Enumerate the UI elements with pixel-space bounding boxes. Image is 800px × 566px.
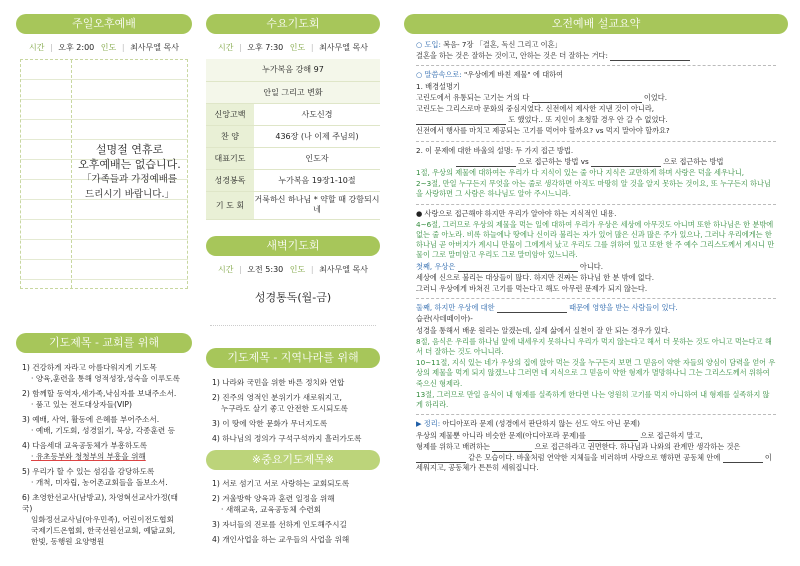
para: 아니다. — [579, 261, 604, 271]
prayer-item-detail: 임화정선교사님(아우민족), 어린이전도협회 — [31, 515, 174, 524]
prayer-item — [22, 492, 186, 547]
divider — [416, 65, 776, 66]
sermon-summary — [404, 40, 788, 473]
order-label: 성경봉독 — [206, 169, 254, 191]
prayer-item-title: 4) 개인사업을 하는 교우들의 사업을 위해 — [212, 534, 350, 544]
lead-value: 최사무엘 목사 — [319, 43, 368, 52]
afternoon-meta: 시간 | 오후 2:00 인도 | 최사무엘 목사 — [29, 43, 179, 52]
dawn-meta: 시간 | 오전 5:30 인도 | 최사무엘 목사 — [218, 264, 368, 274]
prayer-item — [22, 388, 186, 410]
wednesday-order-table — [206, 59, 380, 220]
para: 으로 접근하는 방법 vs — [518, 156, 589, 166]
verse: 8절, 음식은 우리를 하나님 앞에 내세우지 못하나니 우리가 먹지 않는다고 해서 더 못하는 것도 아니고 먹는다고 해서 더 잘하는 것도 아니니라. — [416, 336, 772, 357]
para: 세상에 신으로 불리는 대상들이 많다. 하지만 진짜는 하나님 한 분 밖에 없다. — [416, 272, 654, 282]
note-area — [71, 60, 187, 288]
sermon-series: 누가복음 강해 97 — [206, 59, 380, 81]
verse: 10~11절, 지식 있는 네가 우상의 집에 앉아 먹는 것을 누구든지 보면 그 믿음이 약한 자들의 양심이 담력을 얻어 우상의 제물을 먹게 되지 않겠느냐 그러면 네 지식으로 그 믿음이 약한 형제가 멸망하나니 그는 그리스도께서 위하여 죽으신 형제라. — [416, 358, 776, 388]
order-row — [206, 191, 380, 219]
prayer-item — [212, 433, 374, 444]
para: 신전에서 행사를 마치고 제공되는 고기를 먹어야 할까요? vs 먹지 말아야 할까요? — [416, 126, 670, 136]
prayer-item-title: 1) 건강하게 자라고 아름다워지게 기도목 — [22, 363, 157, 372]
para: 형제를 위하고 배려하는 — [416, 441, 491, 451]
prayer-item-detail: · 새해교육, 교육공동체 수련회 — [221, 504, 322, 514]
prayer-item-detail: · 품고 있는 전도대상자들(VIP) — [31, 400, 132, 409]
prayer-church-list — [16, 362, 192, 547]
prayer-item-title: 4) 다음세대 교육공동체가 부흥하도록 — [22, 441, 148, 450]
prayer-nation-list — [206, 377, 380, 444]
wednesday-banner: 수요기도회 — [206, 14, 380, 34]
prayer-item-detail: · 예배, 기도회, 성경읽기, 묵상, 각종훈련 등 — [31, 426, 175, 435]
order-value: 인도자 — [254, 147, 380, 169]
prayer-item-title: 4) 하나님의 정의가 구석구석까지 흘러가도록 — [212, 433, 362, 443]
prayer-item-title: 5) 우리가 할 수 있는 섬김을 감당하도록 — [22, 467, 155, 476]
order-row — [206, 125, 380, 147]
right-column — [404, 14, 788, 474]
intro-text: 복음- 7장 「결혼, 독신 그리고 이혼」 — [443, 40, 562, 49]
lead-value: 최사무엘 목사 — [319, 264, 368, 274]
prayer-item-detail: 한빛, 동행원 요양병원 — [31, 537, 105, 546]
para: 성경을 통해서 배운 원리는 알겠는데, 실제 삶에서 실천이 잘 안 되는 경우가 있다. — [416, 325, 671, 335]
time-value: 오후 7:30 — [247, 43, 284, 52]
fill-blank — [456, 159, 516, 167]
time-label: 시간 — [218, 43, 234, 52]
para: 그러니 우상에게 바쳐진 고기를 먹는다고 해도 아무런 문제가 되지 않는다. — [416, 284, 648, 294]
time-label: 시간 — [218, 264, 234, 274]
prayer-item — [22, 440, 186, 462]
para: 습관(사데떼이아)- — [416, 314, 473, 324]
order-row — [206, 169, 380, 191]
order-label: 신앙고백 — [206, 103, 254, 125]
time-value: 오전 5:30 — [247, 264, 284, 274]
fill-blank — [723, 455, 763, 463]
sermon-banner: 오전예배 설교요약 — [404, 14, 788, 34]
order-label: 찬 양 — [206, 125, 254, 147]
prayer-item-title: 2) 함께할 동역자,새가족,낙심자를 보내주소서. — [22, 389, 177, 398]
lead-label: 인도 — [100, 43, 117, 52]
divider — [416, 298, 776, 299]
divider — [416, 141, 776, 142]
notice-line: 설명절 연휴로 — [95, 143, 164, 156]
fill-blank — [458, 264, 578, 272]
prayer-item-detail: · 개척, 미자립, 농어촌교회들을 돌보소서. — [31, 478, 168, 487]
dawn-text: 성경통독(월-금) — [254, 290, 332, 304]
para: 이었다. — [643, 92, 668, 102]
prayer-item — [212, 418, 374, 429]
verse: 2~3절, 만일 누구든지 무엇을 아는 줄로 생각하면 아직도 마땅히 알 것을 알지 못하는 것이요, 또 누구든지 하나님을 사랑하면 그 사람은 하나님도 알아 주시느니라. — [416, 179, 771, 199]
para: 고린도에서 유통되는 고기는 거의 다 — [416, 92, 530, 102]
prayer-item — [212, 493, 374, 515]
prayer-item-detail: 국제기드온협회, 한국선원선교회, 예닮교회, — [31, 526, 176, 535]
time-value: 오후 2:00 — [58, 43, 95, 52]
main-label: ○ 말씀속으로: — [416, 70, 462, 80]
prayer-important-banner: ※중요기도제목※ — [206, 450, 380, 470]
prayer-item — [212, 534, 374, 545]
order-row — [206, 103, 380, 125]
fill-blank — [591, 159, 661, 167]
second-label: 둘째, 하지만 우상에 대한 — [416, 303, 495, 313]
para: 고린도는 그리스로마 문화의 중심지였다. 신전에서 제사한 지낸 것이 아니라, — [416, 104, 655, 114]
fill-blank — [610, 53, 690, 61]
fill-blank — [416, 455, 466, 463]
prayer-item-title: 3) 자녀들의 진로를 선하게 인도해주시길 — [212, 519, 347, 529]
para: 같은 모습이다. 바울처럼 연약한 지체들을 비러하며 사랑으로 행하면 공동체 안에 — [468, 452, 721, 462]
conclusion-label: ▶ 정리: — [416, 419, 441, 429]
verse: 13절, 그러므로 만일 음식이 내 형제를 실족하게 한다면 나는 영원히 고기를 먹지 아니하여 내 형제를 실족하지 않게 하리라. — [416, 389, 770, 410]
para: 으로 접근하는 방법 — [663, 156, 724, 166]
divider — [210, 325, 376, 326]
order-label: 기 도 회 — [206, 191, 254, 219]
fill-blank — [492, 444, 532, 452]
lead-label: 인도 — [289, 43, 306, 52]
intro-label: ○ 도입: — [416, 40, 441, 49]
time-label: 시간 — [29, 43, 45, 52]
notice-line: 오후예배는 없습니다. — [78, 158, 181, 171]
notice-line: 「가족들과 가정예배를 — [81, 174, 178, 185]
prayer-item-detail: · 양육,훈련을 통해 영적성장,성숙을 이루도록 — [31, 374, 180, 383]
fill-blank — [497, 305, 567, 313]
holiday-notice — [72, 142, 187, 202]
para: 이 세워지고, 공동체가 튼튼히 세워집니다. — [416, 452, 772, 473]
prayer-item — [22, 362, 186, 384]
middle-column — [206, 14, 380, 549]
prayer-item-detail: 누구라도 살기 좋고 안전한 도시되도록 — [221, 403, 349, 413]
fill-blank — [532, 95, 642, 103]
fill-blank — [416, 117, 506, 125]
para: 으로 접근하라고 권면한다. 하나님과 나와의 관계만 생각하는 것은 — [534, 441, 741, 451]
notice-line: 드리시기 바랍니다.」 — [85, 189, 174, 200]
para: 도 했었다.. 또 지인이 초청할 경우 안 갈 수 없었다. — [508, 115, 668, 125]
order-value: 사도신경 — [254, 103, 380, 125]
afternoon-service-banner: 주일오후예배 — [16, 14, 192, 34]
prayer-church-banner: 기도제목 - 교회를 위해 — [16, 333, 192, 353]
question-2: 2. 이 문제에 대한 바울의 설명: 두 가지 접근 방법. — [416, 145, 574, 155]
verse: 1절, 우상의 제물에 대하여는 우리가 다 지식이 있는 줄 아나 지식은 교만하게 하며 사랑은 덕을 세우나니, — [416, 168, 745, 178]
prayer-nation-banner: 기도제목 - 지역나라를 위해 — [206, 348, 380, 368]
prayer-item-detail: · 유초등부와 청청부의 부흥을 위해 — [31, 452, 146, 461]
lead-value: 최사무엘 목사 — [130, 43, 179, 52]
main-text: "우상에게 바친 제물" 에 대하여 — [464, 70, 564, 80]
prayer-item-title: 6) 초영한선교사(남방교), 차영혁선교사가정(태국) — [22, 493, 178, 513]
prayer-important-list — [206, 478, 380, 545]
prayer-item — [212, 478, 374, 489]
love-point: ● 사랑으로 접근해야 하지만 우리가 알아야 하는 지식적인 내용. — [416, 208, 617, 218]
divider — [416, 414, 776, 415]
order-value: 거룩하신 하나님 * 약할 때 강함되시네 — [254, 191, 380, 219]
left-column — [16, 14, 192, 551]
second-text: 때문에 영향을 받는 사람들이 있다. — [569, 303, 678, 313]
wednesday-meta: 시간 | 오후 7:30 인도 | 최사무엘 목사 — [218, 43, 368, 52]
prayer-item — [212, 377, 374, 388]
background-heading: 1. 배경설명기 — [416, 81, 460, 91]
para: 으로 접근하지 말고, — [640, 430, 703, 440]
order-row — [206, 147, 380, 169]
prayer-item — [22, 414, 186, 436]
sermon-title: 안일 그리고 변화 — [206, 81, 380, 103]
prayer-item-title: 3) 예배, 사역, 활동에 은혜를 부어주소서. — [22, 415, 160, 424]
order-label: 대표기도 — [206, 147, 254, 169]
prayer-item — [212, 519, 374, 530]
order-value: 누가복음 19장1-10절 — [254, 169, 380, 191]
prayer-item — [212, 392, 374, 414]
prayer-item-title: 2) 진주의 영적인 분위기가 새로워지고, — [212, 392, 342, 402]
para: 우상의 제물뿐 아니라 비슷한 문제(아디아포라 문제)를 — [416, 430, 586, 440]
intro-text-2: 결혼을 하는 것은 잘하는 것이고, 안하는 것은 더 잘하는 거다: — [416, 51, 608, 61]
afternoon-note-box — [20, 59, 188, 289]
prayer-item-title: 2) 겨울방학 양육과 훈련 일정을 위해 — [212, 493, 335, 503]
lead-label: 인도 — [289, 264, 306, 274]
order-value: 436장 (나 이제 주님의) — [254, 125, 380, 147]
first-label: 첫째, 우상은 — [416, 261, 456, 271]
verse: 4~6절, 그러므로 우상의 제물을 먹는 일에 대하여 우리가 우상은 세상에 아무것도 아니며 또한 하나님은 한 분밖에 없는 줄 아노라. 비록 하늘에나 땅에나 신이라 불리는 자가 있어 많은 신과 많은 주가 있으나, 그러나 우리에게는 한 하나님 곧 아버지가 계시니 만물이 그에게서 났고 우리도 그를 위하여 있고 또한 한 주 예수 그리스도께서 계시니 만물이 그로 말미암고 우리도 그로 말미암아 있느니라. — [416, 219, 775, 260]
divider — [416, 204, 776, 205]
conclusion-text: 아디아포라 문제 (성경에서 판단하지 않는 선도 악도 아닌 문제) — [442, 419, 640, 429]
prayer-item-title: 1) 서로 섬기고 서로 사랑하는 교회되도록 — [212, 478, 350, 488]
dawn-banner: 새벽기도회 — [206, 236, 380, 256]
prayer-item — [22, 466, 186, 488]
prayer-item-title: 1) 나라와 국민을 위한 바른 정치와 연합 — [212, 377, 345, 387]
prayer-item-title: 3) 이 땅에 악한 문화가 무너지도록 — [212, 418, 328, 428]
fill-blank — [588, 433, 638, 441]
